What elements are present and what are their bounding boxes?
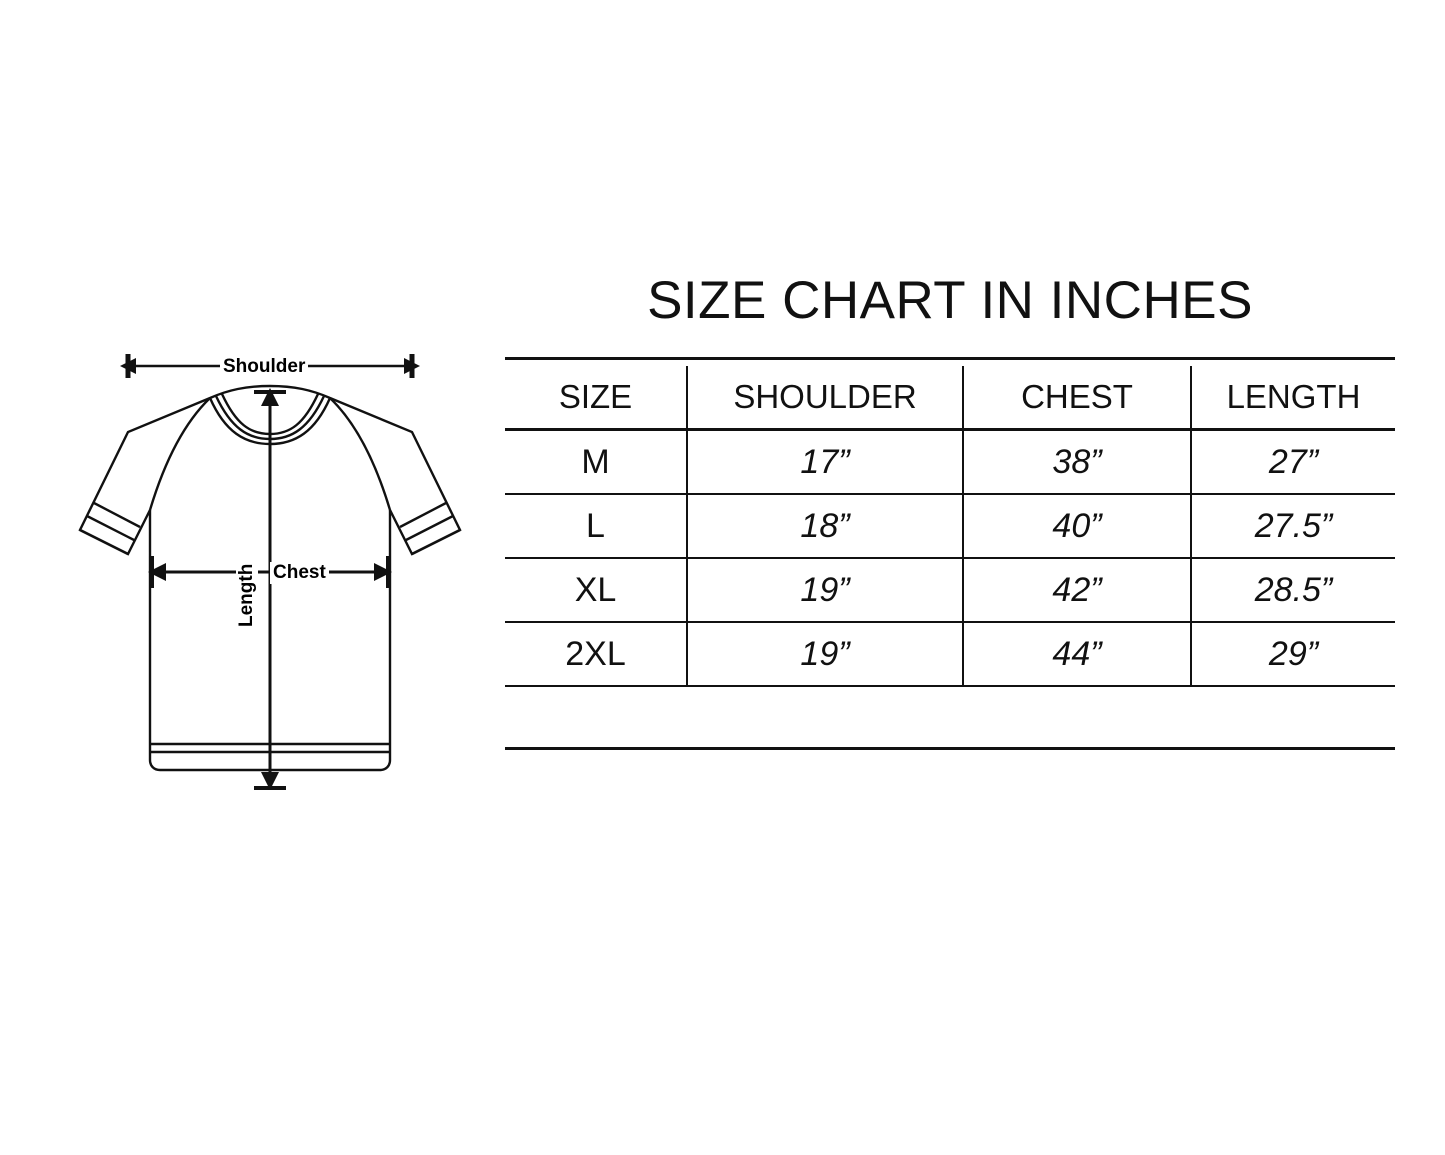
column-header-chest: CHEST: [963, 366, 1191, 430]
chart-title: SIZE CHART IN INCHES: [647, 271, 1253, 330]
column-header-size: SIZE: [505, 366, 687, 430]
cell-chest: 38”: [963, 430, 1191, 495]
column-header-shoulder: SHOULDER: [687, 366, 963, 430]
cell-length: 28.5”: [1191, 558, 1395, 622]
shoulder-dimension-label: Shoulder: [220, 356, 308, 378]
cell-length: 27.5”: [1191, 494, 1395, 558]
table-row: [505, 622, 1395, 686]
chest-dimension-label: Chest: [270, 562, 329, 584]
column-header-length: LENGTH: [1191, 366, 1395, 430]
cell-chest: 44”: [963, 622, 1191, 686]
cell-size: L: [505, 494, 687, 558]
cell-shoulder: 18”: [687, 494, 963, 558]
cell-chest: 40”: [963, 494, 1191, 558]
cell-length: 27”: [1191, 430, 1395, 495]
cell-length: 29”: [1191, 622, 1395, 686]
length-dimension-label: Length: [236, 561, 258, 630]
table-top-rule: [505, 359, 1395, 367]
table-row: [505, 494, 1395, 558]
cell-size: XL: [505, 558, 687, 622]
cell-shoulder: 17”: [687, 430, 963, 495]
table-row: [505, 558, 1395, 622]
table-row: [505, 430, 1395, 495]
cell-shoulder: 19”: [687, 622, 963, 686]
size-chart-table: [505, 357, 1395, 750]
cell-chest: 42”: [963, 558, 1191, 622]
table-bottom-rule: [505, 686, 1395, 749]
cell-size: M: [505, 430, 687, 495]
cell-shoulder: 19”: [687, 558, 963, 622]
tshirt-measurement-diagram: [60, 340, 480, 820]
table-header-row: [505, 366, 1395, 430]
size-chart-panel: [505, 270, 1395, 750]
cell-size: 2XL: [505, 622, 687, 686]
